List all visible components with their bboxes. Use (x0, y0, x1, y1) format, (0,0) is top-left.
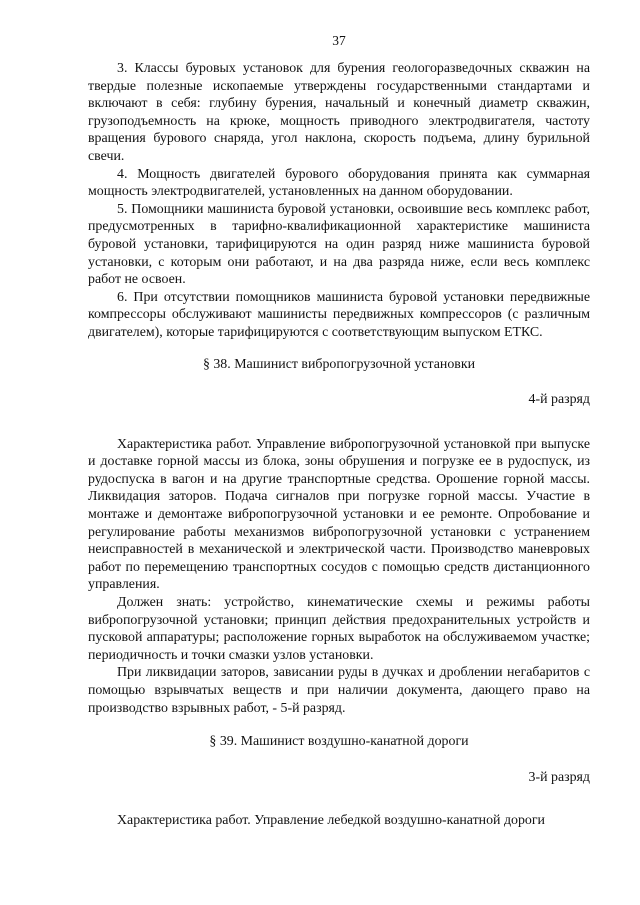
section-39-work-characteristics: Характеристика работ. Управление лебедкой воздушно-канатной дороги (117, 813, 545, 829)
section-38-heading: § 38. Машинист вибропогрузочной установки (202, 356, 476, 372)
section-38-grade: 4-й разряд (528, 392, 590, 408)
note-paragraph-4: 4. Мощность двигателей бурового оборудования принята как суммарная мощность электродвигателей, установленных на данном оборудовании. (88, 166, 590, 200)
page-number: 37 (332, 33, 346, 48)
section-39-grade: 3-й разряд (528, 769, 590, 785)
section-39-heading: § 39. Машинист воздушно-канатной дороги (209, 734, 469, 750)
note-paragraph-6: 6. При отсутствии помощников машиниста буровой установки передвижные компрессоры обслуживают машинисты передвижных компрессоров (с различным двигателем), которые тарифицируются с соответствующим выпуском ЕТКС. (88, 289, 590, 340)
section-38-higher-grade-note: При ликвидации заторов, зависании руды в дучках и дроблении негабаритов с помощью взрывчатых веществ и при наличии документа, дающего право на производство взрывных работ, - 5-й разряд. (88, 665, 590, 716)
note-paragraph-3: 3. Классы буровых установок для бурения геологоразведочных скважин на твердые полезные ископаемые утверждены государственными стандартами и включают в себя: глубину бурения, начальный и конечный диаметр скважин, грузоподъемность на крюке, мощность приводного электродвигателя, частоту вращения бурового снаряда, угол наклона, скорость подъема, длину бурильной свечи. (88, 61, 590, 164)
section-38-work-characteristics: Характеристика работ. Управление вибропогрузочной установкой при выпуске и доставке горной массы из блока, зоны обрушения и погрузке ее в рудоспуск, из рудоспуска в вагон и на другие транспортные средства. Орошение горной массы. Ликвидация заторов. Подача сигналов при погрузке горной массы. Участие в монтаже и демонтаже вибропогрузочной установки и ее ремонте. Опробование и регулирование работы механизмов вибропогрузочной установки с устранением неисправностей в механической и электрической части. Производство маневровых работ по перемещению транспортных сосудов с помощью средств дистанционного управления. (88, 436, 590, 593)
section-38-must-know: Должен знать: устройство, кинематические схемы и режимы работы вибропогрузочной установки; принцип действия предохранительных устройств и пусковой аппаратуры; расположение горных выработок на обслуживаемом участке; периодичность и точки смазки узлов установки. (88, 595, 590, 663)
document-body (88, 60, 590, 830)
note-paragraph-5: 5. Помощники машиниста буровой установки, освоившие весь комплекс работ, предусмотренных в тарифно-квалификационной характеристике машиниста буровой установки, тарифицируются на один разряд ниже машиниста буровой установки, с которым они работают, и на два разряда ниже, если весь комплекс работ не освоен. (88, 201, 590, 288)
